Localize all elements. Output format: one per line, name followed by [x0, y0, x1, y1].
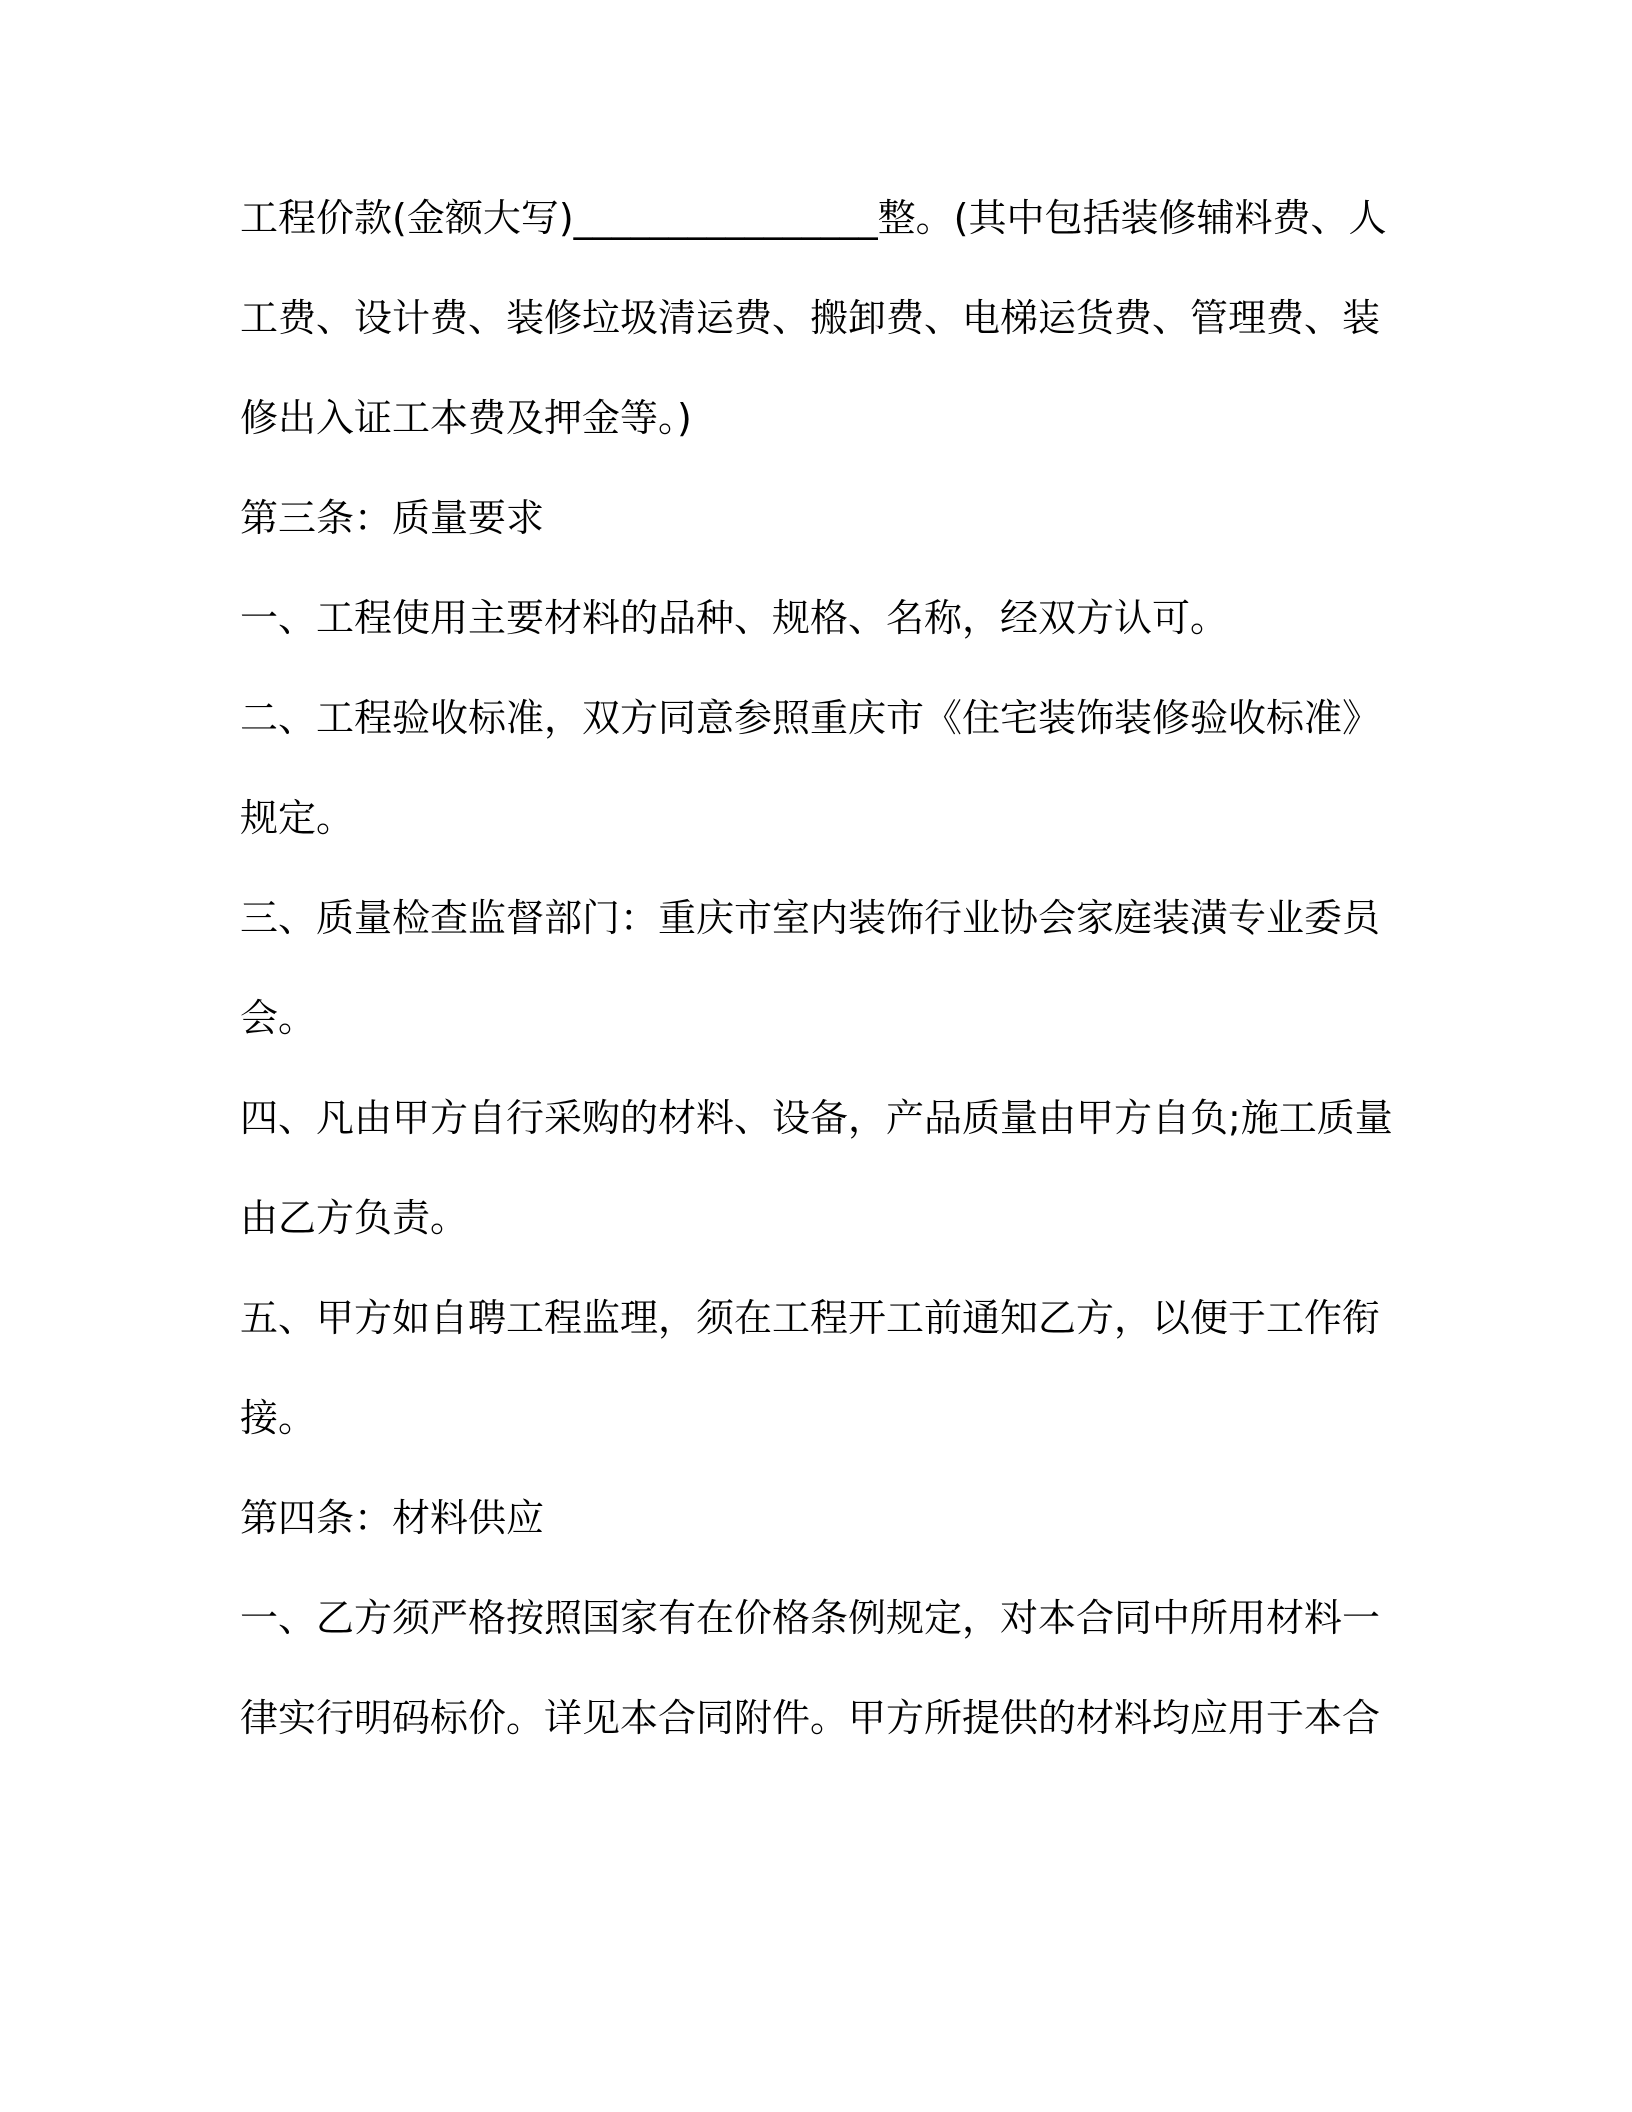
paragraph-line-16: 律实行明码标价。详见本合同附件。甲方所提供的材料均应用于本合	[240, 1696, 1381, 1740]
paragraph-line-1: 工程价款(金额大写)________________整。(其中包括装修辅料费、人	[240, 196, 1387, 240]
section-heading-quality: 第三条：质量要求	[240, 496, 545, 540]
paragraph-line-8: 三、质量检查监督部门：重庆市室内装饰行业协会家庭装潢专业委员	[240, 896, 1381, 940]
paragraph-line-10: 四、凡由甲方自行采购的材料、设备，产品质量由甲方自负;施工质量	[240, 1096, 1393, 1140]
paragraph-line-13: 接。	[240, 1396, 317, 1440]
paragraph-line-7: 规定。	[240, 796, 355, 840]
paragraph-line-6: 二、工程验收标准，双方同意参照重庆市《住宅装饰装修验收标准》	[240, 696, 1381, 740]
paragraph-line-12: 五、甲方如自聘工程监理，须在工程开工前通知乙方，以便于工作衔	[240, 1296, 1381, 1340]
paragraph-line-9: 会。	[240, 996, 317, 1040]
paragraph-line-5: 一、工程使用主要材料的品种、规格、名称，经双方认可。	[240, 596, 1229, 640]
paragraph-line-2: 工费、设计费、装修垃圾清运费、搬卸费、电梯运货费、管理费、装	[240, 296, 1381, 340]
section-heading-materials: 第四条：材料供应	[240, 1496, 545, 1540]
paragraph-line-15: 一、乙方须严格按照国家有在价格条例规定，对本合同中所用材料一	[240, 1596, 1381, 1640]
paragraph-line-11: 由乙方负责。	[240, 1196, 469, 1240]
paragraph-line-3: 修出入证工本费及押金等。)	[240, 396, 692, 440]
